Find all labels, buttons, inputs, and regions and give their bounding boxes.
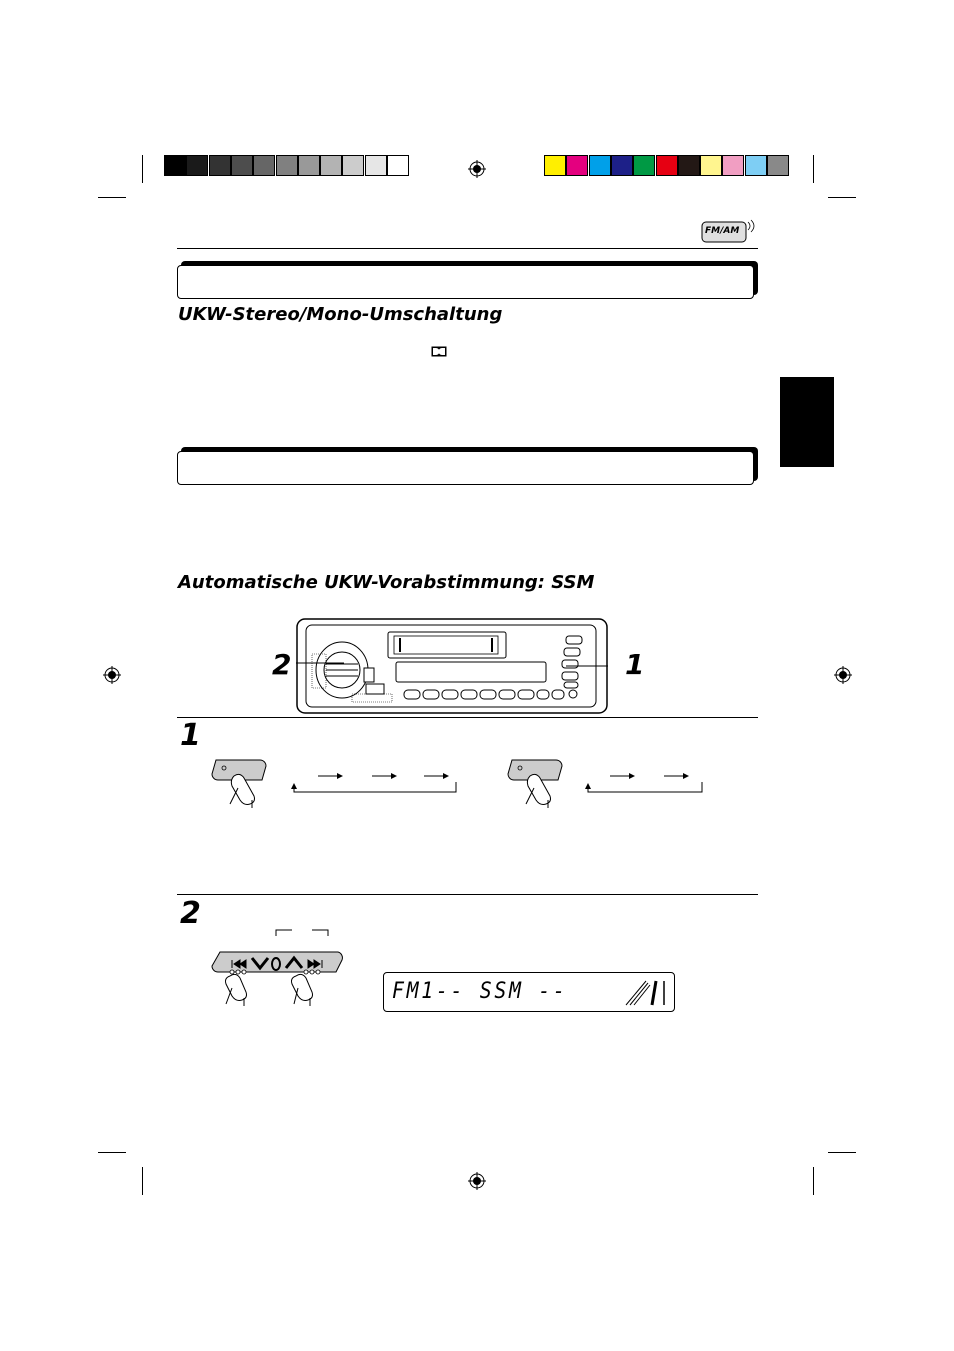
language-tab [780,377,834,467]
registration-mark-icon [103,666,121,684]
grayscale-swatch [164,155,186,176]
grayscale-swatch [365,155,387,176]
grayscale-swatch [387,155,409,176]
grayscale-swatch [320,155,342,176]
color-swatch [589,155,611,176]
registration-mark-icon [834,666,852,684]
band-sequence-diagram-left [288,768,460,796]
color-swatch [656,155,678,176]
crop-mark [813,155,814,183]
crop-mark [142,1167,143,1195]
crop-mark [142,155,143,183]
ssm-heading: Automatische UKW-Vorabstimmung: SSM [178,572,595,593]
color-swatch [611,155,633,176]
grayscale-swatch [231,155,253,176]
crop-mark [98,197,126,198]
grayscale-swatch [298,155,320,176]
grayscale-swatch [342,155,364,176]
registration-mark-icon [468,160,486,178]
color-swatch [633,155,655,176]
tuning-buttons-press [210,948,346,1008]
top-rule [177,248,758,249]
ssm-lcd-display [383,972,675,1012]
section-heading-box [177,451,754,485]
crop-mark [828,1152,856,1153]
step-1-number: 1 [180,718,201,753]
registration-mark-icon [468,1172,486,1190]
color-swatch [722,155,744,176]
color-swatch [678,155,700,176]
fm-am-radio-icon [700,218,758,246]
color-swatch [767,155,789,176]
band-sequence-diagram-right [584,768,708,796]
crop-mark [828,197,856,198]
grayscale-swatch [276,155,298,176]
step-rule [177,894,758,895]
figure-callout-2: 2 [272,648,292,681]
band-button-press-left [210,754,274,810]
color-swatch [700,155,722,176]
step-2-number: 2 [180,896,201,931]
simultaneous-press-bracket [272,926,332,938]
mono-switch-heading: UKW-Stereo/Mono-Umschaltung [178,304,503,325]
step-rule [177,717,758,718]
figure-callout-1: 1 [625,648,645,681]
color-swatch [566,155,588,176]
grayscale-swatch [253,155,275,176]
lcd-display-text: FM1-- SSM -- [392,979,568,1004]
dolby-double-d-icon [431,346,447,357]
crop-mark [98,1152,126,1153]
signal-strength-icon [620,977,670,1009]
fm-am-label: FM/AM [705,226,740,236]
section-heading-box [177,265,754,299]
band-button-press-right [506,754,570,810]
color-swatch [544,155,566,176]
car-stereo-figure [296,618,608,714]
crop-mark [813,1167,814,1195]
color-swatch [745,155,767,176]
grayscale-swatch [209,155,231,176]
grayscale-swatch [186,155,208,176]
